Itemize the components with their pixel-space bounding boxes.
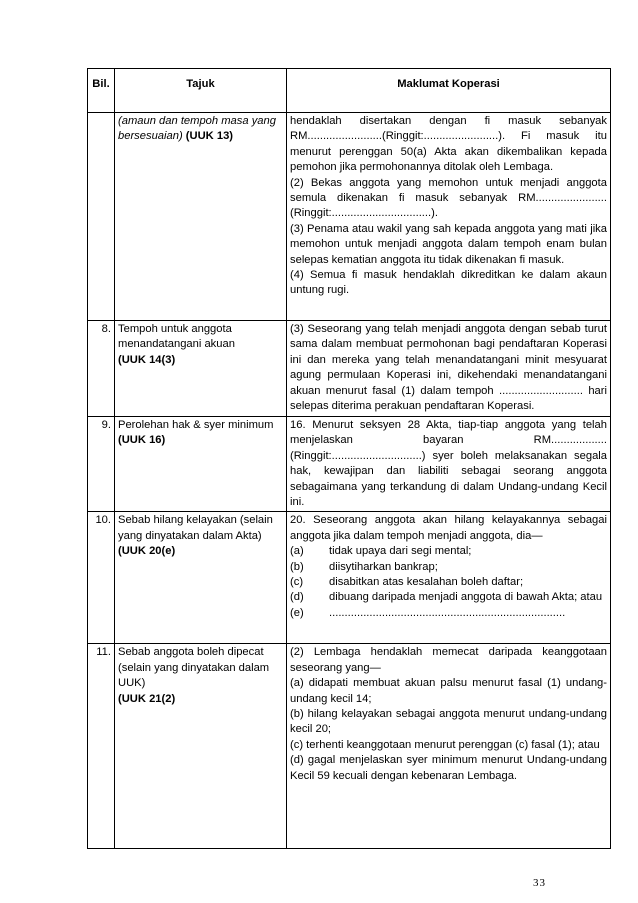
list-item bbox=[290, 544, 607, 559]
paragraph: (2) Bekas anggota yang memohon untuk menjadi anggota semula dikenakan fi masuk sebanyak RM.......................(Ringgit:................................). bbox=[290, 176, 607, 220]
row-content bbox=[287, 644, 611, 849]
list-text: dibuang daripada menjadi anggota di bawah Akta; atau bbox=[329, 591, 603, 604]
list-text: ............................................................................ bbox=[329, 606, 566, 619]
row-content bbox=[287, 113, 611, 321]
row-number bbox=[88, 113, 115, 321]
list-marker: (e) bbox=[290, 606, 304, 619]
row-title-text: Sebab anggota boleh dipecat (selain yang dinyatakan dalam UUK) bbox=[118, 646, 270, 690]
row-title-text: Perolehan hak & syer minimum bbox=[118, 419, 274, 431]
list-item bbox=[290, 575, 607, 590]
list-marker: (a) bbox=[290, 545, 304, 558]
row-number: 11. bbox=[88, 644, 115, 849]
paragraph: (2) Lembaga hendaklah memecat daripada keanggotaan seseorang yang— bbox=[290, 646, 607, 674]
row-title-ref: (UUK 13) bbox=[185, 130, 234, 143]
row-title bbox=[115, 417, 287, 512]
paragraph: (a) didapati membuat akuan palsu menurut fasal (1) undang-undang kecil 14; bbox=[290, 677, 607, 705]
bylaws-table bbox=[87, 68, 611, 849]
row-title-ref: (UUK 14(3) bbox=[118, 353, 176, 366]
page-number: 33 bbox=[533, 877, 546, 889]
paragraph: (b) hilang kelayakan sebagai anggota menurut undang-undang kecil 20; bbox=[290, 708, 607, 736]
list-text: diisytiharkan bankrap; bbox=[329, 560, 438, 573]
row-title-ref: (UUK 16) bbox=[118, 434, 166, 447]
list-item bbox=[290, 560, 607, 575]
row-content bbox=[287, 417, 611, 512]
paragraph: (3) Penama atau wakil yang sah kepada anggota yang mati jika memohon untuk menjadi anggota dalam tempoh enam bulan selepas kematian anggota itu tidak dikenakan fi masuk. bbox=[290, 222, 607, 266]
row-content bbox=[287, 512, 611, 644]
row-title-ref: (UUK 20(e) bbox=[118, 545, 176, 558]
row-title-ref: (UUK 21(2) bbox=[118, 692, 176, 705]
row-number: 9. bbox=[88, 417, 115, 512]
paragraph: hendaklah disertakan dengan fi masuk sebanyak RM........................(Ringgit:........................). Fi masuk itu menurut perenggan 50(a) Akta akan dikembalikan kepada pemohon jika permohonannya ditolak oleh Lembaga. bbox=[290, 115, 607, 174]
table-row bbox=[88, 512, 611, 644]
paragraph: (4) Semua fi masuk hendaklah dikreditkan ke dalam akaun untung rugi. bbox=[290, 269, 607, 297]
list-item bbox=[290, 590, 607, 605]
paragraph: (c) terhenti keanggotaan menurut perenggan (c) fasal (1); atau bbox=[290, 738, 600, 751]
header-bil: Bil. bbox=[88, 69, 115, 113]
row-title bbox=[115, 512, 287, 644]
row-title-italic: (amaun dan tempoh masa yang bersesuaian) bbox=[118, 115, 276, 143]
row-title-text: Sebab hilang kelayakan (selain yang dinyatakan dalam Akta) bbox=[118, 514, 273, 542]
table-row bbox=[88, 644, 611, 849]
row-number: 10. bbox=[88, 512, 115, 644]
header-tajuk: Tajuk bbox=[115, 69, 287, 113]
list-text: tidak upaya dari segi mental; bbox=[329, 545, 472, 558]
table-header-row bbox=[88, 69, 611, 113]
list-item bbox=[290, 606, 607, 621]
table-row bbox=[88, 321, 611, 417]
paragraph: (3) Seseorang yang telah menjadi anggota dengan sebab turut sama dalam membuat permohonan bagi pendaftaran Koperasi ini dan mereka yang telah menandatangani minit mesyuarat agung permulaan Koperasi ini, dikehendaki menandatangani akuan menurut fasal (1) dalam tempoh ........................... hari selepas diterima perakuan pendaftaran Koperasi. bbox=[290, 323, 607, 413]
paragraph: (d) gagal menjelaskan syer minimum menurut Undang-undang Kecil 59 kecuali dengan kebenaran Lembaga. bbox=[290, 754, 607, 782]
row-content bbox=[287, 321, 611, 417]
row-title bbox=[115, 321, 287, 417]
header-maklumat: Maklumat Koperasi bbox=[287, 69, 611, 113]
row-number: 8. bbox=[88, 321, 115, 417]
list-marker: (d) bbox=[290, 591, 304, 604]
paragraph: 16. Menurut seksyen 28 Akta, tiap-tiap anggota yang telah menjelaskan bayaran RM.................. (Ringgit:.............................) syer boleh melaksanakan segala hak, kewajipan dan liabiliti sebagai seorang anggota sebagaimana yang terkandung di dalam Undang-undang Kecil ini. bbox=[290, 419, 607, 509]
table-row bbox=[88, 417, 611, 512]
list-marker: (c) bbox=[290, 576, 304, 589]
row-title bbox=[115, 644, 287, 849]
row-title-text: Tempoh untuk anggota menandatangani akuan bbox=[118, 323, 235, 351]
row-title bbox=[115, 113, 287, 321]
list-text: disabitkan atas kesalahan boleh daftar; bbox=[329, 576, 524, 589]
list-marker: (b) bbox=[290, 560, 304, 573]
table-row bbox=[88, 113, 611, 321]
paragraph: 20. Seseorang anggota akan hilang kelayakannya sebagai anggota jika dalam tempoh menjadi anggota, dia— bbox=[290, 514, 607, 542]
